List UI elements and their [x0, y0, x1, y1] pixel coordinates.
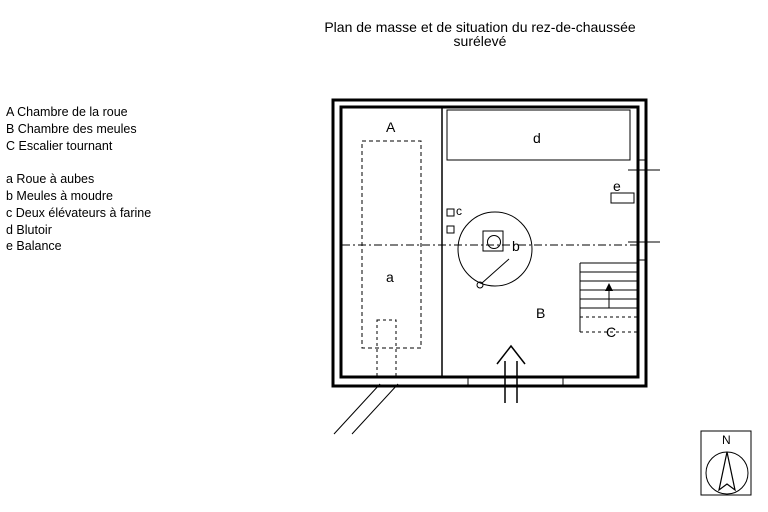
legend-item-room-c: C Escalier tournant	[6, 138, 113, 153]
title-line-1: Plan de masse et de situation du rez-de-chaussée	[324, 19, 636, 35]
label-equip-c: c	[456, 204, 462, 218]
north-label: N	[722, 433, 731, 447]
legend-item-room-b: B Chambre des meules	[6, 121, 137, 136]
scale-rect	[611, 193, 634, 203]
label-room-c: C	[606, 324, 617, 340]
legend-item-equip-b: b Meules à moudre	[6, 188, 114, 203]
channel-line-right	[352, 384, 398, 434]
elevator-1	[447, 209, 454, 216]
label-equip-a: a	[386, 269, 394, 285]
legend-item-equip-a: a Roue à aubes	[6, 172, 95, 187]
legend-item-equip-e: e Balance	[6, 239, 62, 254]
legend-item-equip-d: d Blutoir	[6, 222, 52, 237]
staircase	[580, 263, 638, 332]
entrance-arrow-icon	[497, 346, 525, 403]
water-channel-outline	[377, 320, 396, 377]
millstone-circle	[458, 212, 532, 286]
millstone-spindle	[488, 236, 501, 249]
inner-wall	[341, 107, 638, 377]
legend-item-room-a: A Chambre de la roue	[6, 105, 128, 119]
legend-item-equip-c: c Deux élévateurs à farine	[6, 205, 152, 220]
outer-wall	[333, 100, 646, 386]
label-equip-e: e	[613, 178, 621, 194]
title-line-2: surélevé	[453, 33, 507, 49]
label-equip-b: b	[512, 238, 520, 254]
millstone-lever	[482, 259, 509, 283]
label-equip-d: d	[533, 130, 541, 146]
label-room-b: B	[536, 305, 546, 321]
elevator-2	[447, 226, 454, 233]
label-room-a: A	[386, 119, 396, 135]
channel-line-left	[334, 384, 380, 434]
